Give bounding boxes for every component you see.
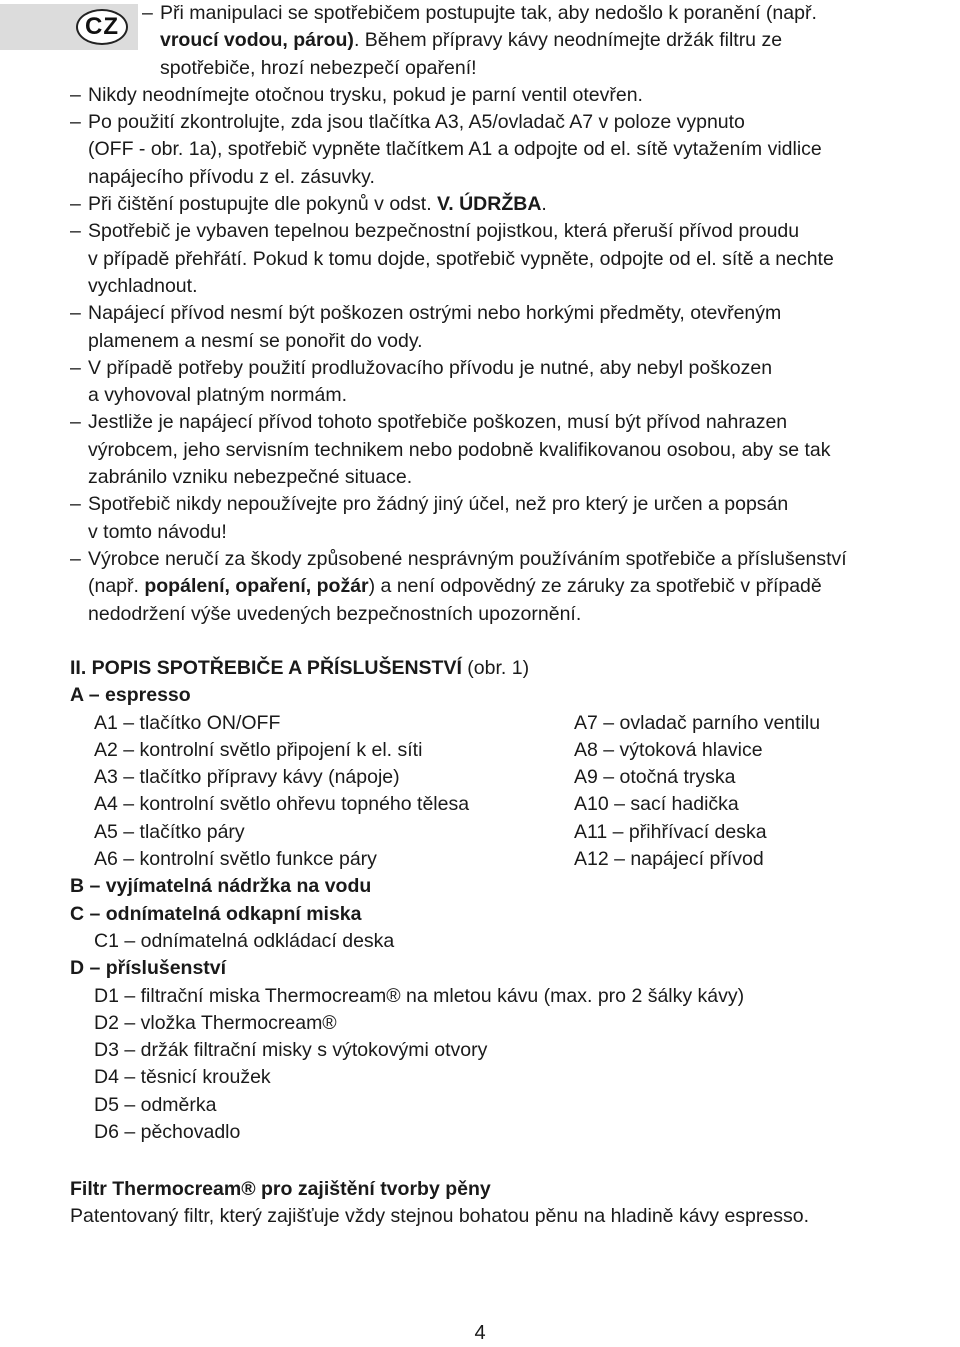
text-run: Výrobce neručí za škody způsobené nesprávným používáním spotřebiče a příslušenství (např. <box>88 547 847 598</box>
text-run: . <box>541 193 547 216</box>
text-run: Nikdy neodnímejte otočnou trysku, pokud je parní ventil otevřen. <box>88 83 643 106</box>
group-b-heading: B – vyjímatelná nádržka na vodu <box>70 875 372 898</box>
filter-section <box>70 1176 950 1231</box>
component-item: A2 – kontrolní světlo připojení k el. síti <box>94 738 423 761</box>
component-item: D2 – vložka Thermocream® <box>94 1011 337 1034</box>
component-item: D6 – pěchovadlo <box>94 1121 241 1144</box>
safety-bullet <box>70 409 960 491</box>
text-run: Při manipulaci se spotřebičem postupujte tak, aby nedošlo k poranění (např. <box>160 2 817 24</box>
bold-text: vroucí vodou, párou) <box>160 29 354 52</box>
filter-title: Filtr Thermocream® pro zajištění tvorby pěny <box>70 1178 491 1200</box>
component-item: A9 – otočná tryska <box>574 766 736 789</box>
component-item: A6 – kontrolní světlo funkce páry <box>94 848 377 871</box>
bold-text: popálení, opaření, požár <box>144 575 369 598</box>
text-run: . Během přípravy kávy neodnímejte držák filtru ze spotřebiče, hrozí nebezpečí opaření! <box>160 29 783 79</box>
component-item: D5 – odměrka <box>94 1093 217 1116</box>
text-run: Po použití zkontrolujte, zda jsou tlačítka A3, A5/ovladač A7 v poloze vypnuto (OFF - obr. 1a), spotřebič vypněte tlačítkem A1 a odpojte od el. sítě vytažením vidlice napájecího přívodu z el. zásuvky. <box>88 111 822 188</box>
component-item: A12 – napájecí přívod <box>574 848 764 871</box>
text-run: Jestliže je napájecí přívod tohoto spotřebiče poškozen, musí být přívod nahrazen výrobcem, jeho servisním technikem nebo podobně kvalifikovanou osobou, aby se tak zabránilo vzniku nebezpečné situace. <box>88 411 831 489</box>
group-d-heading: D – příslušenství <box>70 957 227 980</box>
component-item: D1 – filtrační miska Thermocream® na mletou kávu (max. pro 2 šálky kávy) <box>94 984 745 1007</box>
section-title: II. POPIS SPOTŘEBIČE A PŘÍSLUŠENSTVÍ (obr. 1) <box>70 657 530 679</box>
filter-text: Patentovaný filtr, který zajišťuje vždy stejnou bohatou pěnu na hladině kávy espresso. <box>70 1205 810 1228</box>
component-row <box>70 791 950 818</box>
group-a-items <box>70 710 950 874</box>
text-run: ) a není odpovědný ze záruky za spotřebič v případě nedodržení výše uvedených bezpečnostních upozornění. <box>88 575 822 625</box>
safety-bullet <box>70 191 960 218</box>
safety-bullet-list <box>70 0 960 628</box>
safety-bullet <box>142 0 960 82</box>
component-row <box>70 764 950 791</box>
group-c-heading: C – odnímatelná odkapní miska <box>70 902 362 925</box>
safety-bullet <box>70 546 960 628</box>
safety-bullet <box>70 218 960 300</box>
text-run: V případě potřeby použití prodlužovacího přívodu je nutné, aby nebyl poškozen a vyhovoval platným normám. <box>88 356 773 407</box>
component-item: D3 – držák filtrační misky s výtokovými otvory <box>94 1039 488 1062</box>
safety-bullet <box>70 355 960 410</box>
component-row <box>70 819 950 846</box>
component-item: A5 – tlačítko páry <box>94 820 245 843</box>
component-row <box>70 710 950 737</box>
safety-bullet <box>70 491 960 546</box>
language-badge: CZ <box>76 9 128 45</box>
component-item: D4 – těsnicí kroužek <box>94 1066 271 1089</box>
group-c-items <box>70 928 950 955</box>
component-item: A4 – kontrolní světlo ohřevu topného tělesa <box>94 793 470 816</box>
component-item: A11 – přihřívací deska <box>574 820 767 843</box>
safety-bullet <box>70 109 960 191</box>
component-item: A7 – ovladač parního ventilu <box>574 711 821 734</box>
text-run: Spotřebič je vybaven tepelnou bezpečnostní pojistkou, která přeruší přívod proudu v případě přehřátí. Pokud k tomu dojde, spotřebič vypněte, odpojte od el. sítě a nechte vychladnout. <box>88 220 834 297</box>
component-item: A3 – tlačítko přípravy kávy (nápoje) <box>94 766 400 789</box>
description-section <box>70 655 950 1146</box>
component-row <box>70 846 950 873</box>
bold-text: V. ÚDRŽBA <box>437 193 542 216</box>
text-run: Spotřebič nikdy nepoužívejte pro žádný jiný účel, než pro který je určen a popsán v tomto návodu! <box>88 493 789 543</box>
group-a-heading: A – espresso <box>70 684 191 707</box>
component-item: A10 – sací hadička <box>574 793 739 816</box>
component-item: A1 – tlačítko ON/OFF <box>94 711 281 734</box>
component-item: A8 – výtoková hlavice <box>574 738 763 761</box>
component-item: C1 – odnímatelná odkládací deska <box>94 929 395 952</box>
page-number: 4 <box>474 1322 486 1344</box>
text-run: Napájecí přívod nesmí být poškozen ostrými nebo horkými předměty, otevřeným plamenem a nesmí se ponořit do vody. <box>88 302 782 352</box>
group-d-items <box>70 983 950 1147</box>
text-run: Při čištění postupujte dle pokynů v odst. <box>88 193 438 216</box>
safety-bullet <box>70 300 960 355</box>
safety-bullet <box>70 82 960 109</box>
component-row <box>70 737 950 764</box>
